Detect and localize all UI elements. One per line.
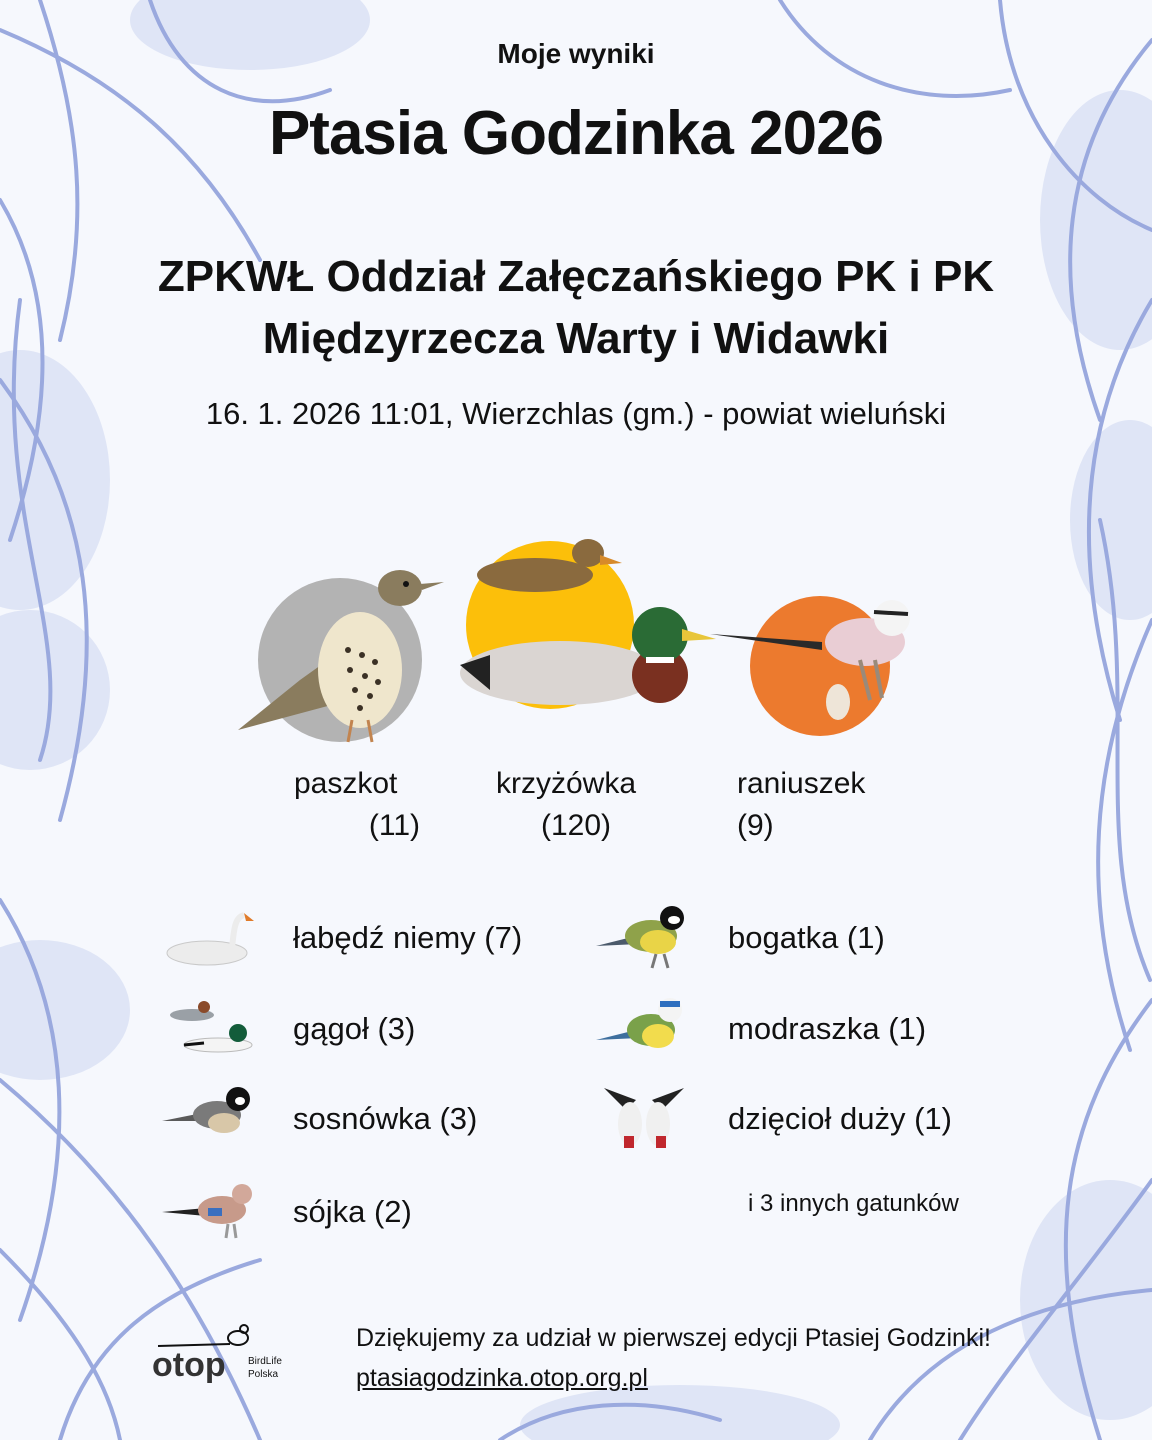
top-species-1 — [294, 763, 420, 847]
species-item-6: dzięcioł duży (1) — [728, 1101, 952, 1136]
page-kicker: Moje wyniki — [497, 38, 655, 69]
species-item-1: łabędź niemy (7) — [293, 920, 523, 955]
coal-tit-icon — [162, 1083, 258, 1149]
species-item-2: bogatka (1) — [728, 920, 885, 955]
jay-icon — [162, 1178, 258, 1244]
observation-meta: 16. 1. 2026 11:01, Wierzchlas (gm.) - powiat wieluński — [205, 396, 947, 431]
top-species-1-name: paszkot — [294, 767, 398, 800]
top-species-2 — [496, 763, 656, 847]
polska-label: Polska — [248, 1369, 279, 1380]
great-spotted-woodpecker-icon — [596, 1080, 692, 1152]
species-item-7: sójka (2) — [293, 1194, 412, 1229]
otop-logo — [150, 1322, 280, 1392]
goldeneye-icon — [162, 995, 258, 1059]
mallard-icon — [450, 525, 720, 715]
species-item-3: gągoł (3) — [293, 1011, 416, 1046]
top-species-3-name: raniuszek — [737, 767, 866, 800]
mute-swan-icon — [162, 905, 258, 969]
page-title: Ptasia Godzinka 2026 — [268, 99, 884, 168]
thanks-message: Dziękujemy za udział w pierwszej edycji Ptasiej Godzinki! — [356, 1324, 991, 1352]
birdlife-label: BirdLife — [248, 1356, 282, 1367]
mistle-thrush-icon — [230, 560, 450, 750]
top-species-3 — [737, 763, 897, 847]
great-tit-icon — [596, 900, 692, 972]
long-tailed-tit-icon — [710, 590, 930, 740]
top-species-2-count: (120) — [540, 809, 612, 842]
species-item-5: sosnówka (3) — [293, 1101, 478, 1136]
top-species-3-count: (9) — [737, 809, 774, 842]
top-species-1-count: (11) — [368, 809, 420, 842]
footer-text — [356, 1318, 991, 1398]
top-species-2-name: krzyżówka — [496, 767, 637, 800]
blue-tit-icon — [596, 990, 692, 1062]
website-link[interactable]: ptasiagodzinka.otop.org.pl — [356, 1364, 648, 1392]
organization-line-1: ZPKWŁ Oddział Załęczańskiego PK i PK — [157, 252, 995, 301]
organization-line-2: Międzyrzecza Warty i Widawki — [262, 314, 890, 363]
species-item-4: modraszka (1) — [728, 1011, 927, 1046]
more-species-note: i 3 innych gatunków — [748, 1190, 959, 1217]
organization-name — [0, 246, 1152, 370]
otop-logo-text: otop — [152, 1346, 226, 1384]
